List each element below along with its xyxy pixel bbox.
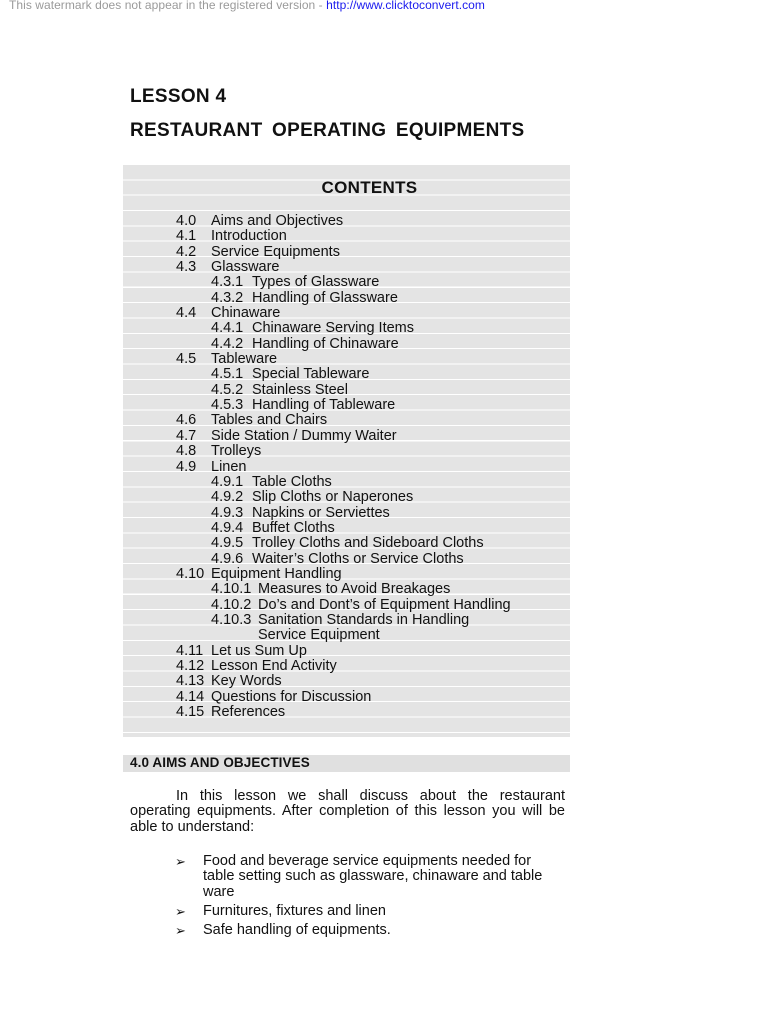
toc-item-number: 4.9.1 [211,473,244,490]
toc-item-label: Chinaware Serving Items [252,320,414,337]
toc-item [0,536,768,551]
toc-item [0,337,768,352]
arrowhead-bullet-icon: ➢ [175,903,186,919]
toc-item-number: 4.10 [176,565,205,582]
toc-item-label: Trolley Cloths and Sideboard Cloths [252,535,484,552]
toc-item-number: 4.3.1 [211,274,244,291]
toc-item-label: Waiter’s Cloths or Service Cloths [252,550,464,567]
toc-item-number: 4.4.2 [211,335,244,352]
toc-item [0,367,768,382]
arrowhead-bullet-icon: ➢ [175,854,186,869]
toc-item-label: Sanitation Standards in Handling [258,611,470,628]
toc-item-label: Key Words [211,673,282,690]
lesson-number: LESSON 4 [130,86,227,107]
toc-item [0,413,768,428]
toc-item [0,567,768,582]
contents-heading: CONTENTS [321,178,418,197]
toc-item-label: Handling of Glassware [252,289,398,306]
toc-item [0,352,768,367]
toc-item-label: Trolleys [211,443,262,460]
toc-item [0,598,768,613]
toc-item-number: 4.7 [176,427,197,444]
toc-item-label: Side Station / Dummy Waiter [211,427,397,444]
toc-item [0,291,768,306]
table-of-contents [0,214,768,720]
toc-item-number: 4.11 [176,642,204,659]
toc-item-number: 4.10.3 [211,611,252,628]
watermark-banner [9,0,485,12]
toc-item-label: Tables and Chairs [211,412,328,429]
toc-item-number: 4.9.6 [211,550,244,567]
toc-item-label: References [211,704,286,720]
toc-item-label: Tableware [211,351,278,368]
toc-item-label: Let us Sum Up [211,642,307,659]
toc-item-label: Types of Glassware [252,274,380,291]
objectives-list-item-text: Safe handling of equipments. [203,921,391,938]
toc-item-number: 4.1 [176,228,197,245]
toc-item-number: 4.5.2 [211,381,244,398]
toc-item-label: Handling of Chinaware [252,335,399,352]
objectives-list-item [0,904,768,919]
toc-item [0,260,768,275]
toc-item-label: Do’s and Dont’s of Equipment Handling [258,596,511,613]
toc-item [0,229,768,244]
toc-item [0,383,768,398]
objectives-list-item [0,923,768,938]
toc-item-number: 4.5.1 [211,366,244,383]
toc-item-label: Lesson End Activity [211,657,337,674]
toc-item [0,321,768,336]
toc-item-number: 4.4.1 [211,320,244,337]
toc-item-number: 4.3.2 [211,289,244,306]
toc-item-label: Service Equipment [258,627,380,644]
toc-item-number: 4.10.1 [211,581,252,598]
toc-item-label: Special Tableware [252,366,370,383]
toc-item-number: 4.9.2 [211,489,244,506]
toc-item-label: Table Cloths [252,473,332,490]
toc-item-number: 4.6 [176,412,197,429]
toc-item-label: Questions for Discussion [211,688,372,705]
toc-item [0,506,768,521]
toc-item [0,475,768,490]
watermark-text: This watermark does not appear in the registered version - [9,0,327,12]
toc-item-number: 4.3 [176,259,197,276]
toc-item [0,690,768,705]
toc-item-number: 4.9.5 [211,535,244,552]
toc-item [0,674,768,689]
toc-item-number: 4.12 [176,657,205,674]
section-intro-paragraph: In this lesson we shall discuss about the restaurant operating equipments. After completion of this lesson you will be able to understand: [130,788,565,835]
toc-item [0,659,768,674]
toc-item [0,444,768,459]
toc-item-number: 4.9.4 [211,519,244,536]
toc-item [0,306,768,321]
objectives-list-item-text: Food and beverage service equipments needed for table setting such as glassware, chinaware and table ware [203,853,543,900]
arrowhead-bullet-icon: ➢ [175,922,186,938]
objectives-list-item-text: Furnitures, fixtures and linen [203,902,386,919]
toc-item-number: 4.10.2 [211,596,252,613]
toc-item [0,628,768,643]
toc-item-number: 4.5.3 [211,397,244,414]
toc-item-label: Chinaware [211,305,281,322]
toc-item [0,613,768,628]
toc-item-label: Handling of Tableware [252,397,396,414]
toc-item [0,214,768,229]
toc-item-number: 4.9 [176,458,197,475]
toc-item [0,245,768,260]
toc-item-number: 4.2 [176,243,197,260]
toc-item [0,644,768,659]
toc-item [0,429,768,444]
toc-item [0,552,768,567]
toc-item-label: Service Equipments [211,243,340,260]
watermark-link[interactable]: http://www.clicktoconvert.com [326,0,485,12]
toc-item [0,275,768,290]
objectives-list [0,854,768,942]
toc-item-label: Measures to Avoid Breakages [258,581,451,598]
objectives-list-item [0,854,768,900]
toc-item-label: Buffet Cloths [252,519,335,536]
toc-item-label: Glassware [211,259,280,276]
toc-item-number: 4.15 [176,704,205,720]
toc-item-number: 4.9.3 [211,504,244,521]
toc-item [0,460,768,475]
toc-item-label: Stainless Steel [252,381,348,398]
toc-item-label: Napkins or Serviettes [252,504,390,521]
lesson-title: RESTAURANT OPERATING EQUIPMENTS [130,120,525,141]
toc-item-label: Linen [211,458,247,475]
toc-item-number: 4.14 [176,688,205,705]
toc-item-label: Introduction [211,228,287,245]
toc-item-number: 4.8 [176,443,197,460]
section-heading: 4.0 AIMS AND OBJECTIVES [130,755,310,770]
toc-item-number: 4.4 [176,305,197,322]
toc-item-number: 4.0 [176,213,197,229]
toc-item-number: 4.5 [176,351,197,368]
toc-item-number: 4.13 [176,673,205,690]
toc-item-label: Slip Cloths or Naperones [252,489,414,506]
toc-item [0,705,768,720]
toc-item-label: Aims and Objectives [211,213,344,229]
toc-item [0,521,768,536]
toc-item [0,398,768,413]
toc-item [0,490,768,505]
toc-item-label: Equipment Handling [211,565,342,582]
toc-item [0,582,768,597]
